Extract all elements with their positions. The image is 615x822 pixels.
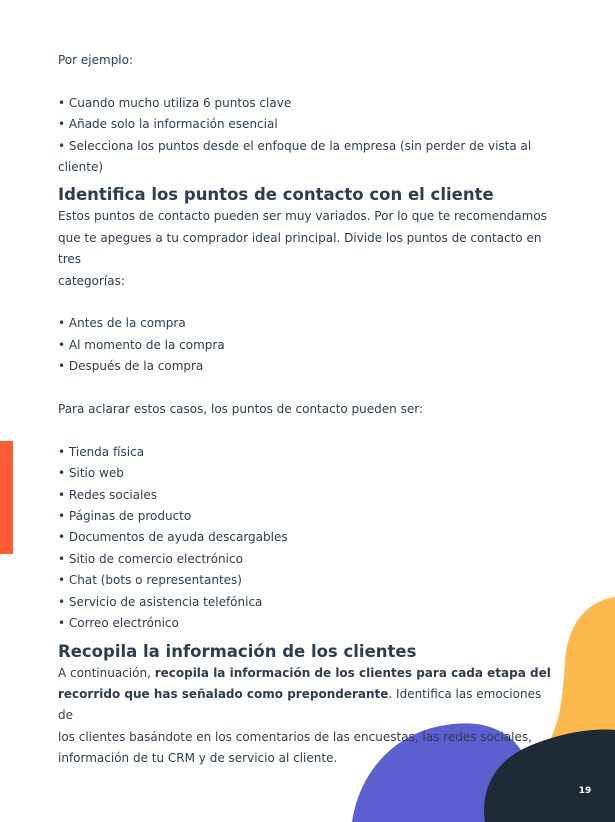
section2-line-2: recorrido que has señalado como preponderante. Identifica las emociones de bbox=[58, 686, 542, 723]
example-bullet-continued: cliente) bbox=[58, 160, 104, 175]
category-bullet: • Antes de la compra bbox=[58, 316, 186, 331]
touchpoint-bullet: • Servicio de asistencia telefónica bbox=[58, 594, 263, 609]
example-bullet: • Añade solo la información esencial bbox=[58, 117, 278, 132]
section-title-touchpoints: Identifica los puntos de contacto con el cliente bbox=[58, 185, 494, 205]
section-paragraph: categorías: bbox=[58, 273, 125, 288]
section2-line-3: los clientes basándote en los comentarios de las encuestas, las redes sociales, bbox=[58, 729, 532, 744]
touchpoint-bullet: • Sitio web bbox=[58, 466, 124, 481]
touchpoint-bullet: • Correo electrónico bbox=[58, 616, 179, 631]
category-bullet: • Después de la compra bbox=[58, 359, 204, 374]
section2-line-1: A continuación, recopila la información de los clientes para cada etapa del bbox=[58, 665, 551, 680]
section2-line-4: información de tu CRM y de servicio al cliente. bbox=[58, 751, 338, 766]
page-number: 19 bbox=[578, 786, 592, 796]
touchpoint-bullet: • Chat (bots o representantes) bbox=[58, 573, 242, 588]
example-bullet: • Selecciona los puntos desde el enfoque de la empresa (sin perder de vista al bbox=[58, 138, 532, 153]
intro-text: Por ejemplo: bbox=[58, 53, 134, 67]
touchpoint-bullet: • Páginas de producto bbox=[58, 509, 192, 524]
accent-bar bbox=[0, 441, 13, 554]
section-paragraph: Estos puntos de contacto pueden ser muy variados. Por lo que te recomendamos bbox=[58, 209, 547, 224]
touchpoint-bullet: • Documentos de ayuda descargables bbox=[58, 530, 288, 545]
category-bullet: • Al momento de la compra bbox=[58, 337, 225, 352]
section-paragraph: que te apegues a tu comprador ideal principal. Divide los puntos de contacto en tres bbox=[58, 230, 542, 267]
touchpoint-bullet: • Tienda física bbox=[58, 444, 145, 459]
cases-intro: Para aclarar estos casos, los puntos de contacto pueden ser: bbox=[58, 402, 423, 417]
section-title-collect-info: Recopila la información de los clientes bbox=[58, 641, 417, 661]
page-content bbox=[58, 50, 558, 770]
touchpoint-bullet: • Sitio de comercio electrónico bbox=[58, 551, 243, 566]
touchpoint-bullet: • Redes sociales bbox=[58, 487, 157, 502]
example-bullet: • Cuando mucho utiliza 6 puntos clave bbox=[58, 95, 292, 110]
